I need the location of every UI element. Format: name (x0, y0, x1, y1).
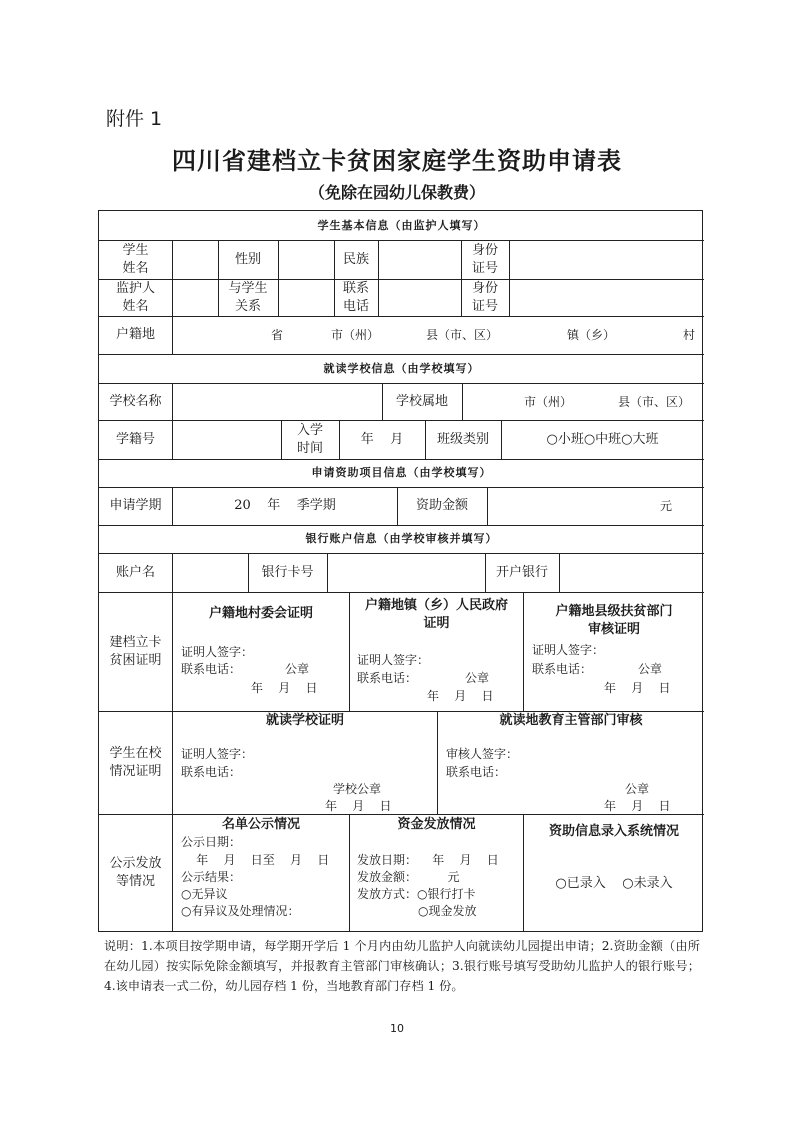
label-bank: 开户银行 (495, 564, 548, 580)
label-enroll-time: 入学 时间 (296, 422, 323, 456)
edu-seal: 公章 (625, 782, 650, 796)
label-aid-amount: 资助金额 (415, 498, 468, 513)
label-guardian-id: 身份 证号 (471, 280, 498, 314)
input-id-number[interactable] (510, 240, 704, 279)
village-cert-title: 户籍地村委会证明 (208, 606, 313, 621)
town-signer: 证明人签字： (357, 653, 430, 667)
system-entry-title: 资助信息录入系统情况 (548, 824, 679, 839)
input-bank[interactable] (560, 553, 704, 592)
funding-amount: 发放金额： 元 (357, 870, 460, 884)
input-enroll-time[interactable]: 年 月 (360, 431, 404, 447)
publicity-title: 名单公示情况 (221, 817, 300, 832)
label-card-no: 银行卡号 (261, 564, 314, 580)
label-relation: 与学生 关系 (228, 280, 268, 314)
input-term[interactable]: 20 年 季学期 (234, 498, 336, 513)
label-guardian-name: 监护人 姓名 (115, 280, 155, 314)
village-seal: 公章 (285, 662, 310, 676)
edu-contact: 联系电话： (446, 765, 507, 779)
input-student-name[interactable] (173, 240, 218, 279)
village-signer: 证明人签字： (181, 645, 254, 659)
funding-method-cash[interactable]: ○现金发放 (357, 904, 477, 918)
label-phone: 联系 电话 (342, 280, 369, 314)
town-cert-title: 户籍地镇（乡）人民政府 证明 (364, 598, 508, 631)
aid-amount-unit: 元 (660, 499, 673, 513)
input-card-no[interactable] (328, 553, 485, 592)
label-class-type: 班级类别 (436, 431, 489, 447)
publicity-no-objection[interactable]: ○无异议 (181, 887, 228, 901)
input-guardian-name[interactable] (173, 279, 218, 316)
label-student-no: 学籍号 (115, 431, 155, 447)
section-bank-info: 银行账户信息（由学校审核并填写） (305, 532, 498, 545)
town-contact: 联系电话： (357, 671, 418, 685)
label-term: 申请学期 (109, 498, 162, 513)
funding-date: 发放日期： 年 月 日 (357, 853, 499, 867)
household-town: 镇（乡） (567, 328, 616, 342)
household-city: 市（州） (331, 328, 380, 342)
application-table (98, 210, 703, 932)
input-relation[interactable] (279, 279, 334, 316)
label-household: 户籍地 (115, 327, 155, 342)
location-county: 县（市、区） (618, 395, 691, 409)
form-title: 四川省建档立卡贫困家庭学生资助申请表 (172, 147, 622, 175)
location-city: 市（州） (524, 395, 573, 409)
school-cert-title: 就读学校证明 (265, 713, 344, 728)
edu-reviewer: 审核人签字： (446, 747, 519, 761)
section-school-info: 就读学校信息（由学校填写） (323, 361, 480, 375)
input-account-name[interactable] (173, 553, 248, 592)
school-seal: 学校公章 (333, 782, 382, 796)
publicity-date-label: 公示日期： (181, 835, 242, 849)
household-village: 村 (683, 328, 696, 342)
input-gender[interactable] (279, 240, 334, 279)
input-student-no[interactable] (173, 420, 281, 459)
section-student-info: 学生基本信息（由监护人填写） (317, 218, 486, 232)
publicity-date-range: 年 月 日至 月 日 (181, 853, 330, 867)
label-gender: 性别 (234, 251, 261, 267)
label-school-location: 学校属地 (395, 393, 448, 409)
school-contact: 联系电话： (181, 765, 242, 779)
label-student-name: 学生 姓名 (122, 242, 149, 276)
input-ethnicity[interactable] (379, 240, 461, 279)
label-ethnicity: 民族 (342, 251, 369, 267)
input-phone[interactable] (379, 279, 461, 316)
label-school-name: 学校名称 (109, 393, 162, 409)
label-id-number: 身份 证号 (471, 242, 498, 276)
village-contact: 联系电话： (181, 662, 242, 676)
page-number: 10 (390, 1022, 404, 1035)
funding-method-card[interactable]: 发放方式：○银行打卡 (357, 887, 476, 901)
label-publicity: 公示发放 等情况 (109, 856, 162, 889)
county-seal: 公章 (638, 662, 663, 676)
county-signer: 证明人签字： (532, 643, 605, 657)
county-date: 年 月 日 (604, 681, 671, 695)
notes: 说明：1.本项目按学期申请，每学期开学后 1 个月内由幼儿监护人向就读幼儿园提出申请；2.资助金额（由所在幼儿园）按实际免除金额填写，并报教育主管部门审核确认；3.银行账号填写受助幼儿监护人的银行账号；4.该申请表一式二份，幼儿园存档 1 份，当地教育部门存档 1 份。 (104, 939, 700, 993)
household-province: 省 (271, 328, 284, 342)
publicity-objection[interactable]: ○有异议及处理情况： (181, 904, 300, 918)
school-date: 年 月 日 (325, 799, 392, 813)
section-aid-info: 申请资助项目信息（由学校填写） (311, 466, 492, 479)
label-school-cert: 学生在校 情况证明 (109, 745, 162, 779)
publicity-result-label: 公示结果： (181, 870, 242, 884)
county-cert-title: 户籍地县级扶贫部门 审核证明 (555, 604, 673, 637)
county-contact: 联系电话： (532, 662, 593, 676)
household-county: 县（市、区） (426, 328, 499, 342)
input-guardian-id[interactable] (510, 279, 704, 316)
school-signer: 证明人签字： (181, 747, 254, 761)
town-seal: 公章 (465, 671, 490, 685)
edu-cert-title: 就读地教育主管部门审核 (499, 713, 643, 728)
village-date: 年 月 日 (251, 681, 318, 695)
input-school-name[interactable] (173, 383, 382, 420)
label-poverty-cert: 建档立卡 贫困证明 (109, 634, 162, 668)
town-date: 年 月 日 (427, 689, 494, 703)
class-type-options[interactable]: ○小班○中班○大班 (546, 431, 659, 447)
funding-title: 资金发放情况 (397, 817, 476, 832)
edu-date: 年 月 日 (604, 799, 671, 813)
form-subtitle: （免除在园幼儿保教费） (308, 183, 485, 202)
label-account-name: 账户名 (115, 564, 155, 580)
system-entry-options[interactable]: ○已录入 ○未录入 (555, 876, 673, 891)
attachment-label: 附件 1 (106, 108, 163, 130)
